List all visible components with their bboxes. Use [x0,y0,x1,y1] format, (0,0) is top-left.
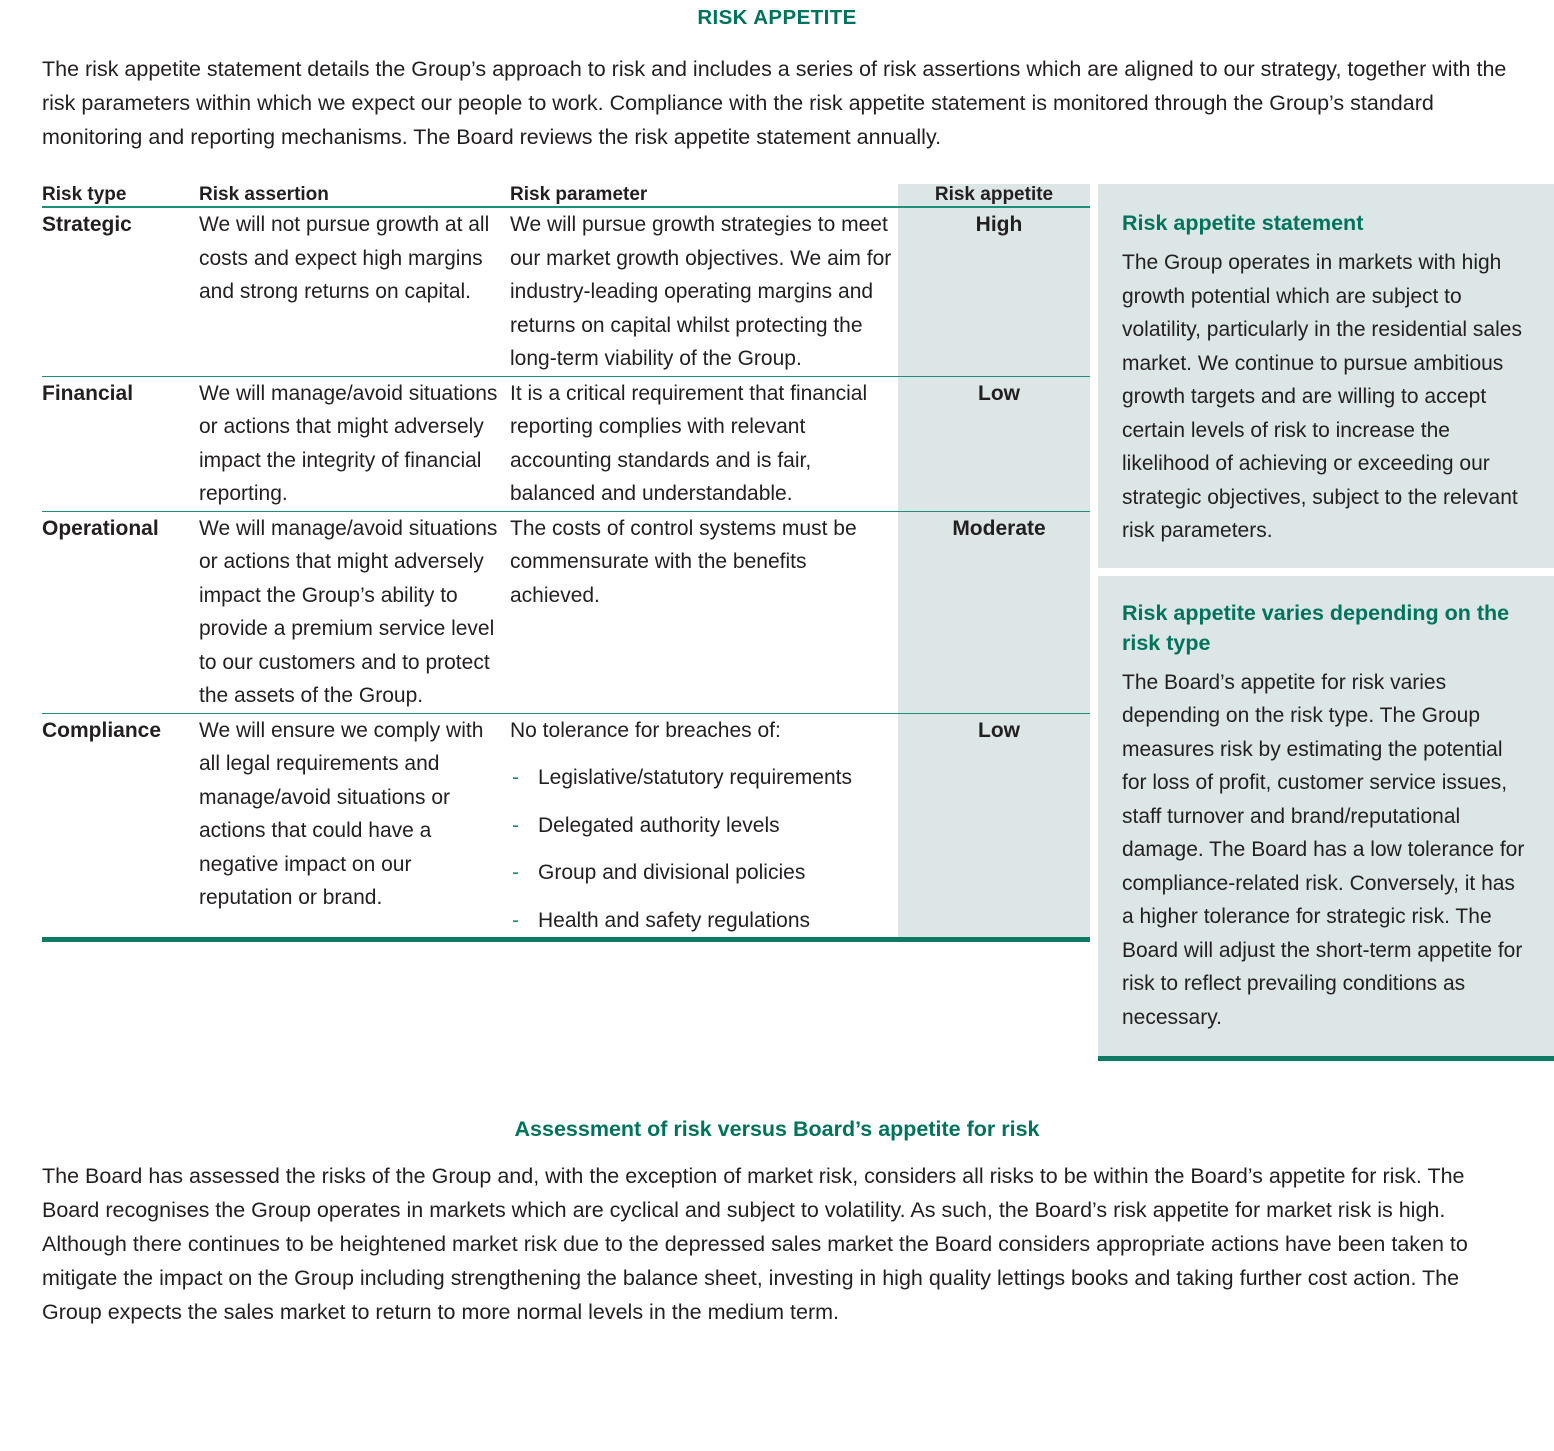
table-body [42,207,1090,940]
footer-body: The Board has assessed the risks of the Group and, with the exception of market risk, considers all risks to be within the Board’s appetite for risk. The Board recognises the Group operates in markets which are cyclical and subject to volatility. As such, the Board’s risk appetite for market risk is high. Although there continues to be heightened market risk due to the depressed sales market the Board considers appropriate actions have been taken to mitigate the impact on the Group including strengthening the balance sheet, investing in high quality lettings books and taking further cost action. The Group expects the sales market to return to more normal levels in the medium term. [42,1164,1468,1324]
risk-parameter-text: We will pursue growth strategies to meet our market growth objectives. We aim for industry-leading operating margins and returns on capital whilst protecting the long-term viability of the Group. [510,213,892,370]
main-content-area [42,184,1525,1061]
dash-bullet-icon: - [512,766,519,789]
cell-risk-appetite: High [898,207,1090,376]
list-item-label: Group and divisional policies [538,861,806,884]
list-item [510,904,898,938]
cell-risk-assertion: We will not pursue growth at all costs and expect high margins and strong returns on capital. [199,207,510,376]
risk-parameter-text: The costs of control systems must be commensurate with the benefits achieved. [510,516,857,607]
sidebar-card-title: Risk appetite varies depending on the risk type [1122,600,1510,655]
cell-risk-appetite: Moderate [898,511,1090,713]
sidebar-card-body: The Board’s appetite for risk varies depending on the risk type. The Group measures risk by estimating the potential for loss of profit, customer service issues, staff turnover and brand/reputational damage. The Board has a low tolerance for compliance-related risk. Conversely, it has a higher tolerance for strategic risk. The Board will adjust the short-term appetite for risk to reflect prevailing conditions as necessary. [1122,670,1525,1029]
dash-bullet-icon: - [512,861,519,884]
dash-bullet-icon: - [512,813,519,837]
column-header-risk-assertion: Risk assertion [199,184,510,207]
list-item-label: Health and safety regulations [538,908,811,932]
table-header-row [42,184,1090,207]
footer-section [42,1117,1512,1329]
cell-risk-parameter [510,207,898,376]
table-row [42,713,1090,940]
list-item-label: Legislative/statutory requirements [538,766,852,789]
sidebar [1098,184,1554,1061]
cell-risk-parameter [510,376,898,511]
page-title: RISK APPETITE [697,6,857,29]
dash-bullet-icon: - [512,908,519,932]
cell-risk-assertion: We will ensure we comply with all legal requirements and manage/avoid situations or actions that could have a negative impact on our reputation or brand. [199,713,510,940]
table-row [42,511,1090,713]
cell-risk-appetite: Low [898,713,1090,940]
risk-parameter-text: It is a critical requirement that financial reporting complies with relevant accounting standards and is fair, balanced and understandable. [510,381,868,505]
list-item [510,856,898,890]
column-header-risk-appetite: Risk appetite [898,184,1090,207]
list-item [510,761,898,795]
column-header-risk-type: Risk type [42,184,199,207]
cell-risk-parameter [510,713,898,940]
risk-table-wrapper [42,184,1090,942]
sidebar-card-body: The Group operates in markets with high growth potential which are subject to volatility, particularly in the residential sales market. We continue to pursue ambitious growth targets and are willing to accept certain levels of risk to increase the likelihood of achieving or exceeding our strategic objectives, subject to the relevant risk parameters. [1122,251,1522,542]
risk-appetite-table [42,184,1090,942]
table-head [42,184,1090,207]
list-item-label: Delegated authority levels [538,813,780,837]
risk-parameter-text: No tolerance for breaches of: [510,718,781,742]
sidebar-card-title: Risk appetite statement [1122,211,1364,235]
sidebar-card-risk-appetite-statement [1098,184,1554,568]
cell-risk-type: Compliance [42,713,199,940]
cell-risk-type: Operational [42,511,199,713]
cell-risk-type: Strategic [42,207,199,376]
cell-risk-appetite: Low [898,376,1090,511]
table-row [42,207,1090,376]
column-header-risk-parameter: Risk parameter [510,184,898,207]
table-row [42,376,1090,511]
footer-title: Assessment of risk versus Board’s appetite for risk [514,1117,1040,1141]
sidebar-card-risk-appetite-varies [1098,576,1554,1062]
cell-risk-assertion: We will manage/avoid situations or actions that might adversely impact the integrity of financial reporting. [199,376,510,511]
risk-parameter-bullet-list [510,761,898,937]
intro-paragraph: The risk appetite statement details the Group’s approach to risk and includes a series of risk assertions which are aligned to our strategy, together with the risk parameters within which we expect our people to work. Compliance with the risk appetite statement is monitored through the Group’s standard monitoring and reporting mechanisms. The Board reviews the risk appetite statement annually. [42,57,1507,149]
cell-risk-assertion: We will manage/avoid situations or actions that might adversely impact the Group’s ability to provide a premium service level to our customers and to protect the assets of the Group. [199,511,510,713]
cell-risk-parameter [510,511,898,713]
cell-risk-type: Financial [42,376,199,511]
list-item [510,809,898,843]
